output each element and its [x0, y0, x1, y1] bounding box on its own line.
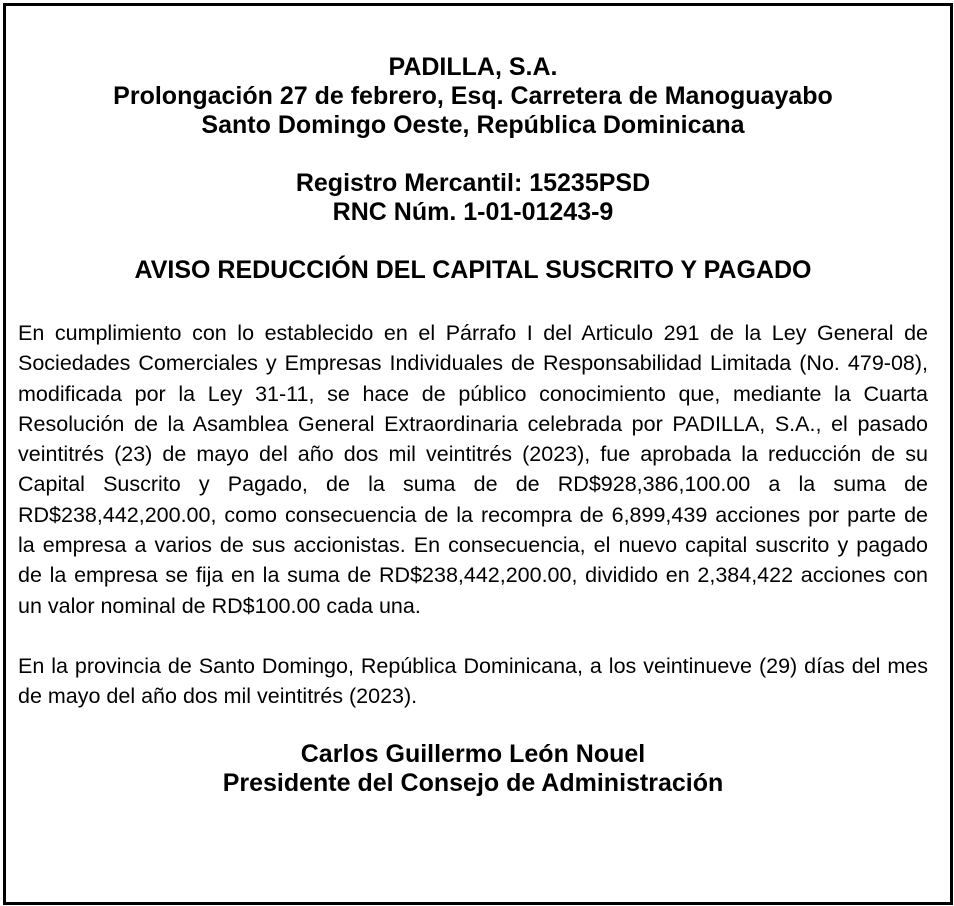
signatory-title: Presidente del Consejo de Administración: [222, 768, 724, 797]
company-address-line-1: Prolongación 27 de febrero, Esq. Carretera de Manoguayabo: [113, 82, 833, 110]
company-header: [18, 53, 928, 140]
signature-block: [18, 740, 928, 798]
registration-block: [18, 169, 928, 227]
body-paragraph: En cumplimiento con lo establecido en el Párrafo I del Articulo 291 de la Ley General de Sociedades Comerciales y Empresas Individuales de Responsabilidad Limitada (No. 479-08), modificada por la Ley 31-11, se hace de público conocimiento que, mediante la Cuarta Resolución de la Asamblea General Extraordinaria celebrada por PADILLA, S.A., el pasado veintitrés (23) de mayo del año dos mil veintitrés (2023), fue aprobada la reducción de su Capital Suscrito y Pagado, de la suma de de RD$928,386,100.00 a la suma de RD$238,442,200.00, como consecuencia de la recompra de 6,899,439 acciones por parte de la empresa a varios de sus accionistas. En consecuencia, el nuevo capital suscrito y pagado de la empresa se fija en la suma de RD$238,442,200.00, dividido en 2,384,422 acciones con un valor nominal de RD$100.00 cada una.: [18, 321, 928, 618]
notice-title: AVISO REDUCCIÓN DEL CAPITAL SUSCRITO Y PAGADO: [134, 256, 812, 284]
notice-content: [18, 53, 928, 798]
registro-mercantil: Registro Mercantil: 15235PSD: [295, 169, 651, 197]
company-name: PADILLA, S.A.: [388, 53, 558, 81]
company-address-line-2: Santo Domingo Oeste, República Dominicana: [201, 111, 745, 139]
rnc-number: RNC Núm. 1-01-01243-9: [332, 198, 614, 226]
signatory-name: Carlos Guillermo León Nouel: [300, 739, 646, 768]
closing-paragraph: En la provincia de Santo Domingo, República Dominicana, a los veintinueve (29) días del mes de mayo del año dos mil veintitrés (2023).: [18, 653, 928, 709]
